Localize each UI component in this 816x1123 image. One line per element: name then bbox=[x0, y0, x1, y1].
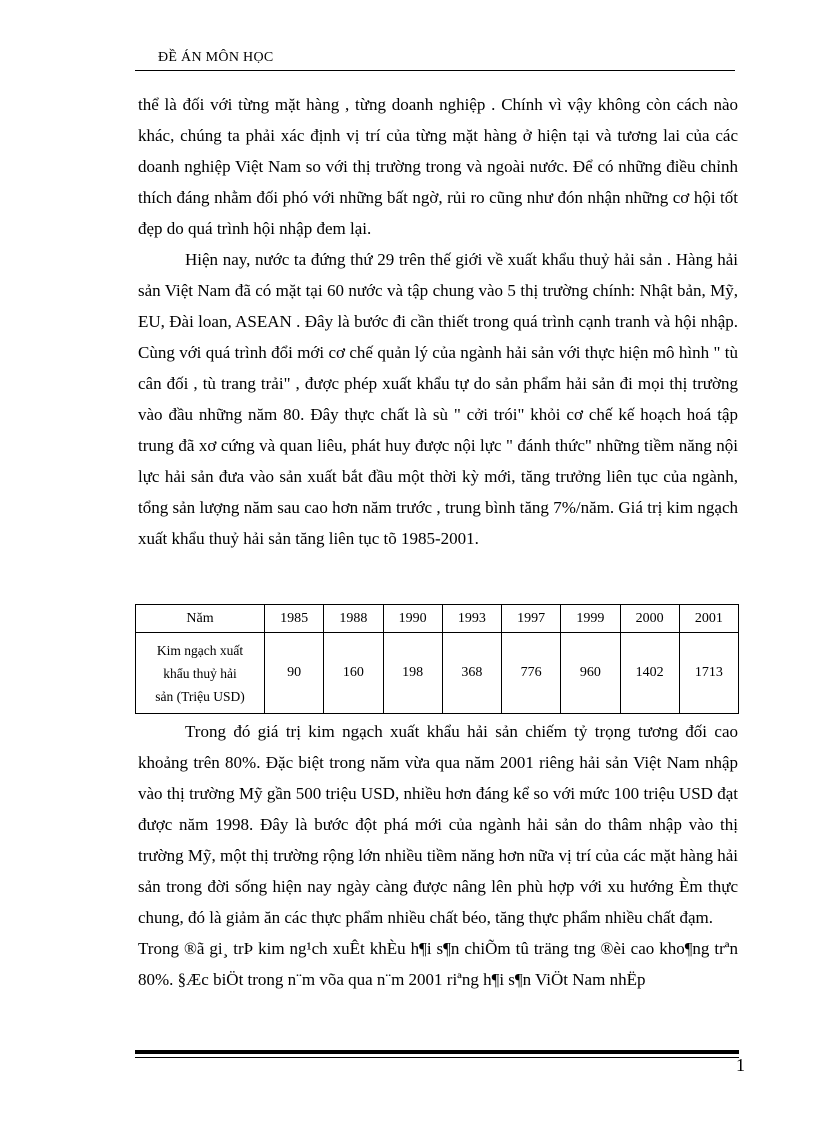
top-text-block bbox=[138, 89, 738, 554]
export-value-table bbox=[135, 604, 739, 714]
row-label-line: khẩu thuỷ hải bbox=[163, 665, 237, 681]
bottom-text-block bbox=[138, 716, 738, 995]
row-label-line: sản (Triệu USD) bbox=[155, 688, 245, 704]
paragraph-export-ranking: Hiện nay, nước ta đứng thứ 29 trên thế giới về xuất khẩu thuỷ hải sản . Hàng hải sản Việt Nam đã có mặt tại 60 nước và tập chung vào 5 thị trường chính: Nhật bản, Mỹ, EU, Đài loan, ASEAN . Đây là bước đi cần thiết trong quá trình cạnh tranh và hội nhập. Cùng với quá trình đổi mới cơ chế quản lý của ngành hải sản với thực hiện mô hình " tù cân đối , tù trang trải" , được phép xuất khẩu tự do sản phẩm hải sản đi mọi thị trường vào đầu những năm 80. Đây thực chất là sù " cởi trói" khỏi cơ chế kế hoạch hoá tập trung đã xơ cứng và quan liêu, phát huy được nội lực " đánh thức" những tiềm năng nội lực hải sản đưa vào sản xuất bắt đầu một thời kỳ mới, tăng trưởng liên tục của ngành, tổng sản lượng năm sau cao hơn năm trước , trung bình tăng 7%/năm. Giá trị kim ngạch xuất khẩu thuỷ hải sản tăng liên tục tõ 1985-2001. bbox=[138, 250, 738, 548]
table-year-cell: 1985 bbox=[265, 605, 324, 633]
table-year-cell: 1988 bbox=[324, 605, 383, 633]
table-value-cell: 1402 bbox=[620, 633, 679, 714]
page-number: 1 bbox=[736, 1055, 745, 1075]
table-value-cell: 368 bbox=[442, 633, 501, 714]
header-divider bbox=[135, 70, 735, 71]
table-value-cell: 160 bbox=[324, 633, 383, 714]
table-value-cell: 1713 bbox=[679, 633, 738, 714]
table-value-cell: 90 bbox=[265, 633, 324, 714]
table-year-cell: 2001 bbox=[679, 605, 738, 633]
table-year-cell: 1993 bbox=[442, 605, 501, 633]
paragraph-continuation: thể là đối với từng mặt hàng , từng doanh nghiệp . Chính vì vậy không còn cách nào khác, chúng ta phải xác định vị trí của từng mặt hàng ở hiện tại và tương lai của các doanh nghiệp Việt Nam so với thị trường trong và ngoài nước. Để có những điều chỉnh thích đáng nhằm đối phó với những bất ngờ, rủi ro cũng như đón nhận những cơ hội tốt đẹp do quá trình hội nhập đem lại. bbox=[138, 95, 738, 238]
footer-divider-thin bbox=[135, 1057, 739, 1058]
table-header-row bbox=[136, 605, 739, 633]
table-row-label bbox=[136, 633, 265, 714]
table-value-row bbox=[136, 633, 739, 714]
paragraph-garbled-repeat: Trong ®ã gi¸ trÞ kim ng¹ch xuÊt khÈu h¶i s¶n chiÕm tû träng tng ®èi cao kho¶ng trªn 80%. §Æc biÖt trong n¨m võa qua n¨m 2001 riªng h¶i s¶n ViÖt Nam nhËp bbox=[138, 939, 738, 989]
paragraph-us-market: Trong đó giá trị kim ngạch xuất khẩu hải sản chiếm tỷ trọng tương đối cao khoảng trên 80%. Đặc biệt trong năm vừa qua năm 2001 riêng hải sản Việt Nam nhập vào thị trường Mỹ gần 500 triệu USD, nhiều hơn đáng kể so với mức 100 triệu USD đạt được năm 1998. Đây là bước đột phá mới của ngành hải sản do thâm nhập vào thị trường Mỹ, một thị trường rộng lớn nhiều tiềm năng hơn nữa vị trí của các mặt hàng hải sản trong đời sống hiện nay ngày càng được nâng lên phù hợp với xu hướng Èm thực chung, đó là giảm ăn các thực phẩm nhiều chất béo, tăng thực phẩm nhiều chất đạm. bbox=[138, 722, 738, 927]
table-year-cell: 1990 bbox=[383, 605, 442, 633]
table-year-cell: 2000 bbox=[620, 605, 679, 633]
table-value-cell: 198 bbox=[383, 633, 442, 714]
table-year-cell: 1999 bbox=[561, 605, 620, 633]
table-value-cell: 960 bbox=[561, 633, 620, 714]
table-year-cell: 1997 bbox=[502, 605, 561, 633]
page-header-title: ĐỀ ÁN MÔN HỌC bbox=[158, 50, 274, 65]
table-value-cell: 776 bbox=[502, 633, 561, 714]
table-header-label: Năm bbox=[136, 605, 265, 633]
row-label-line: Kim ngạch xuất bbox=[156, 642, 244, 658]
footer-divider-thick bbox=[135, 1050, 739, 1054]
